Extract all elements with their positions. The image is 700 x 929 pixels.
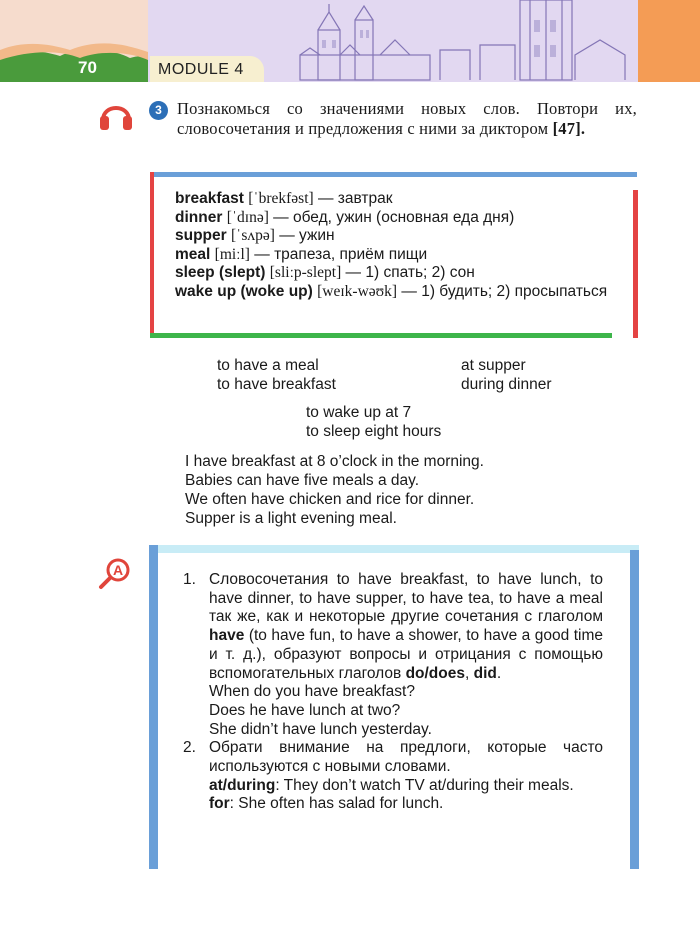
vocabulary-list: [175, 190, 611, 302]
grammar-item-1: 1. Словосочетания to have breakfast, to have lunch, to have dinner, to have supper, to have tea, to have a meal так же, как и некоторые другие сочетания с глаголом have (to have fun, to have a shower, to have a good time и т. д.), образуют вопросы и отрицания с помощью вспомогательных глаголов do/does, did. When do you have breakfast? Does he have lunch at two? She didn’t have lunch yesterday.: [183, 571, 603, 738]
grammar-item-2: 2. Обрати внимание на предлоги, которые часто используются с новыми словами. at/during: They don’t watch TV at/during their meals. for: She often has salad for lunch.: [183, 739, 603, 813]
grammar-example: at/during: They don’t watch TV at/during their meals.: [209, 776, 574, 794]
sentence: I have breakfast at 8 o’clock in the morning.: [185, 453, 484, 470]
grammar-box-top-border: [149, 545, 639, 553]
grammar-example: Does he have lunch at two?: [209, 701, 401, 719]
phrases-right-column: [461, 356, 551, 394]
vocab-box-right-border: [633, 190, 638, 338]
phrase: to wake up at 7: [306, 404, 412, 421]
instruction-text: Познакомься со значениями новых слов. Повтори их, словосочетания и предложения с ними за диктором: [177, 99, 637, 138]
grammar-box-left-border: [149, 545, 158, 869]
vocab-entry: sleep (slept) [sliːp-slept] — 1) спать; 2) сон: [175, 264, 475, 282]
grammar-notes: [183, 571, 603, 814]
phrases-left-column: [217, 356, 336, 394]
sentence: Babies can have five meals a day.: [185, 472, 420, 489]
vocab-box-bottom-border: [150, 333, 612, 338]
vocab-entry: breakfast [ˈbrekfəst] — завтрак: [175, 190, 393, 207]
grammar-example: She didn’t have lunch yesterday.: [209, 720, 432, 738]
phrase: to have breakfast: [217, 376, 336, 393]
audio-track-ref: [47].: [552, 119, 586, 138]
grammar-box-right-border: [630, 550, 639, 869]
vocab-entry: supper [ˈsʌpə] — ужин: [175, 227, 335, 245]
exercise-number-badge: 3: [149, 101, 168, 120]
page-number: 70: [78, 58, 97, 77]
exercise-instruction: [177, 99, 637, 139]
grammar-example: When do you have breakfast?: [209, 683, 415, 701]
headphones-icon[interactable]: [98, 98, 134, 132]
phrase: to have a meal: [217, 357, 319, 374]
vocab-entry: dinner [ˈdɪnə] — обед, ужин (основная еда дня): [175, 208, 515, 226]
castle-skyline: [300, 0, 625, 80]
vocab-box-top-border: [150, 172, 637, 177]
sentence: Supper is a light evening meal.: [185, 510, 397, 527]
sentence: We often have chicken and rice for dinner.: [185, 491, 475, 508]
vocab-entry: meal [miːl] — трапеза, приём пищи: [175, 245, 428, 263]
module-label: MODULE 4: [150, 56, 264, 82]
phrase: during dinner: [461, 376, 552, 393]
vocab-entry: wake up (woke up) [weɪk-wəʊk] — 1) будить; 2) просыпаться: [175, 282, 608, 300]
magnifier-a-icon: [98, 557, 132, 591]
example-sentences: [185, 452, 484, 528]
grammar-example: for: She often has salad for lunch.: [209, 795, 444, 813]
phrase: at supper: [461, 357, 526, 374]
phrases-center-column: [306, 403, 441, 441]
phrase: to sleep eight hours: [306, 423, 442, 440]
vocab-box-left-border: [150, 172, 154, 338]
svg-text:A: A: [112, 562, 124, 578]
